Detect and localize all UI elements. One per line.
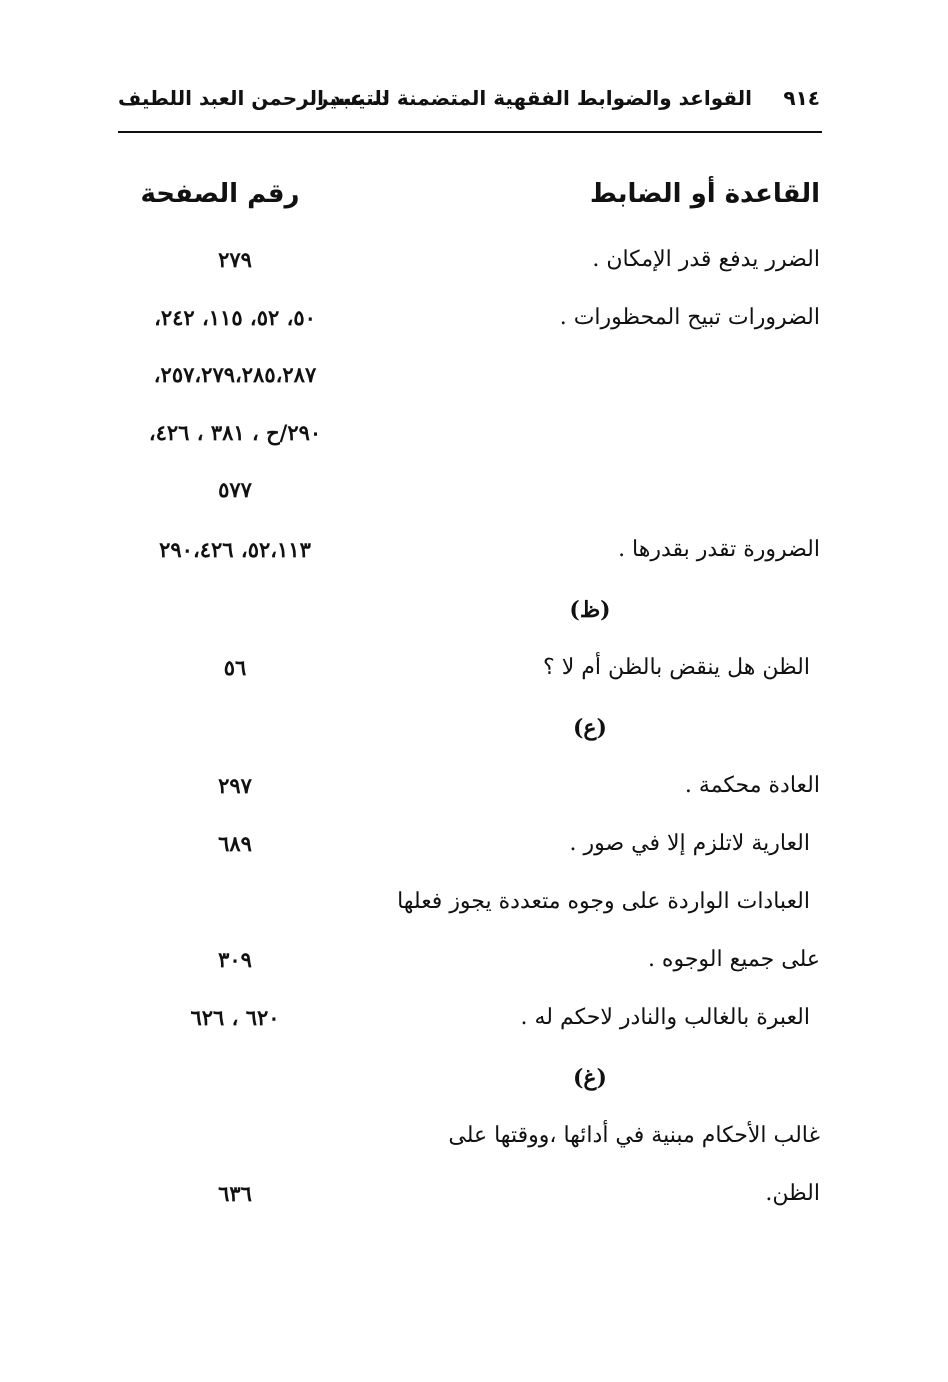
page-column-heading: رقم الصفحة [140,179,300,209]
index-entry [0,1174,948,1214]
section-heading [0,590,948,630]
page-numbers: ٢٥٧،٢٧٩،٢٨٥،٢٨٧، [153,362,317,387]
rule-text: الظن هل ينقض بالظن أم لا ؟ [543,655,810,680]
rule-text: الضرورة تقدر بقدرها . [618,537,820,562]
index-entry [0,298,948,338]
section-letter: (ع) [573,715,607,741]
book-title: القواعد والضوابط الفقهية المتضمنة للتيسير [317,86,752,110]
page-numbers: ٥٧٧ [218,477,252,502]
index-entry [0,1116,948,1156]
page-numbers: ٥٠، ٥٢، ١١٥، ٢٤٢، [154,305,316,330]
column-headings [0,174,948,214]
index-entry [0,824,948,864]
index-entry [0,470,948,510]
section-letter: (غ) [573,1065,607,1091]
index-entry [0,530,948,570]
page-numbers: ٦٣٦ [218,1181,252,1206]
page-numbers: ٦٢٠ ، ٦٢٦ [190,1005,280,1030]
page-numbers: ٢٧٩ [218,247,252,272]
page-numbers: ٥٢،١١٣، ٢٩٠،٤٢٦ [159,537,311,562]
rule-text: على جميع الوجوه . [647,947,820,972]
rule-column-heading: القاعدة أو الضابط [589,179,820,209]
section-heading [0,1058,948,1098]
page-numbers: ٢٩٠/ح ، ٣٨١ ، ٤٢٦، [148,420,322,445]
index-entry [0,413,948,453]
author-name: د. عبد الرحمن العبد اللطيف [118,86,390,110]
rule-text: الضرر يدفع قدر الإمكان . [592,247,820,272]
running-header [118,86,820,120]
page-numbers: ٥٦ [223,655,247,680]
index-entry [0,240,948,280]
page-numbers: ٢٩٧ [218,773,252,798]
rule-text: غالب الأحكام مبنية في أدائها ،ووقتها على [448,1123,820,1148]
rule-text: الظن. [765,1181,820,1206]
section-letter: (ظ) [569,597,611,623]
rule-text: الضرورات تبيح المحظورات . [559,305,820,330]
index-entry [0,882,948,922]
index-entry [0,355,948,395]
rule-text: العادة محكمة . [684,773,820,798]
index-entry [0,998,948,1038]
page-numbers: ٦٨٩ [218,831,252,856]
index-entry [0,940,948,980]
index-entry [0,648,948,688]
rule-text: العارية لاتلزم إلا في صور . [569,831,810,856]
index-entry [0,766,948,806]
page-number: ٩١٤ [783,86,820,110]
page-numbers: ٣٠٩ [218,947,252,972]
section-heading [0,708,948,748]
header-divider [118,131,822,133]
rule-text: العبادات الواردة على وجوه متعددة يجوز فعلها [397,889,810,914]
rule-text: العبرة بالغالب والنادر لاحكم له . [520,1005,810,1030]
